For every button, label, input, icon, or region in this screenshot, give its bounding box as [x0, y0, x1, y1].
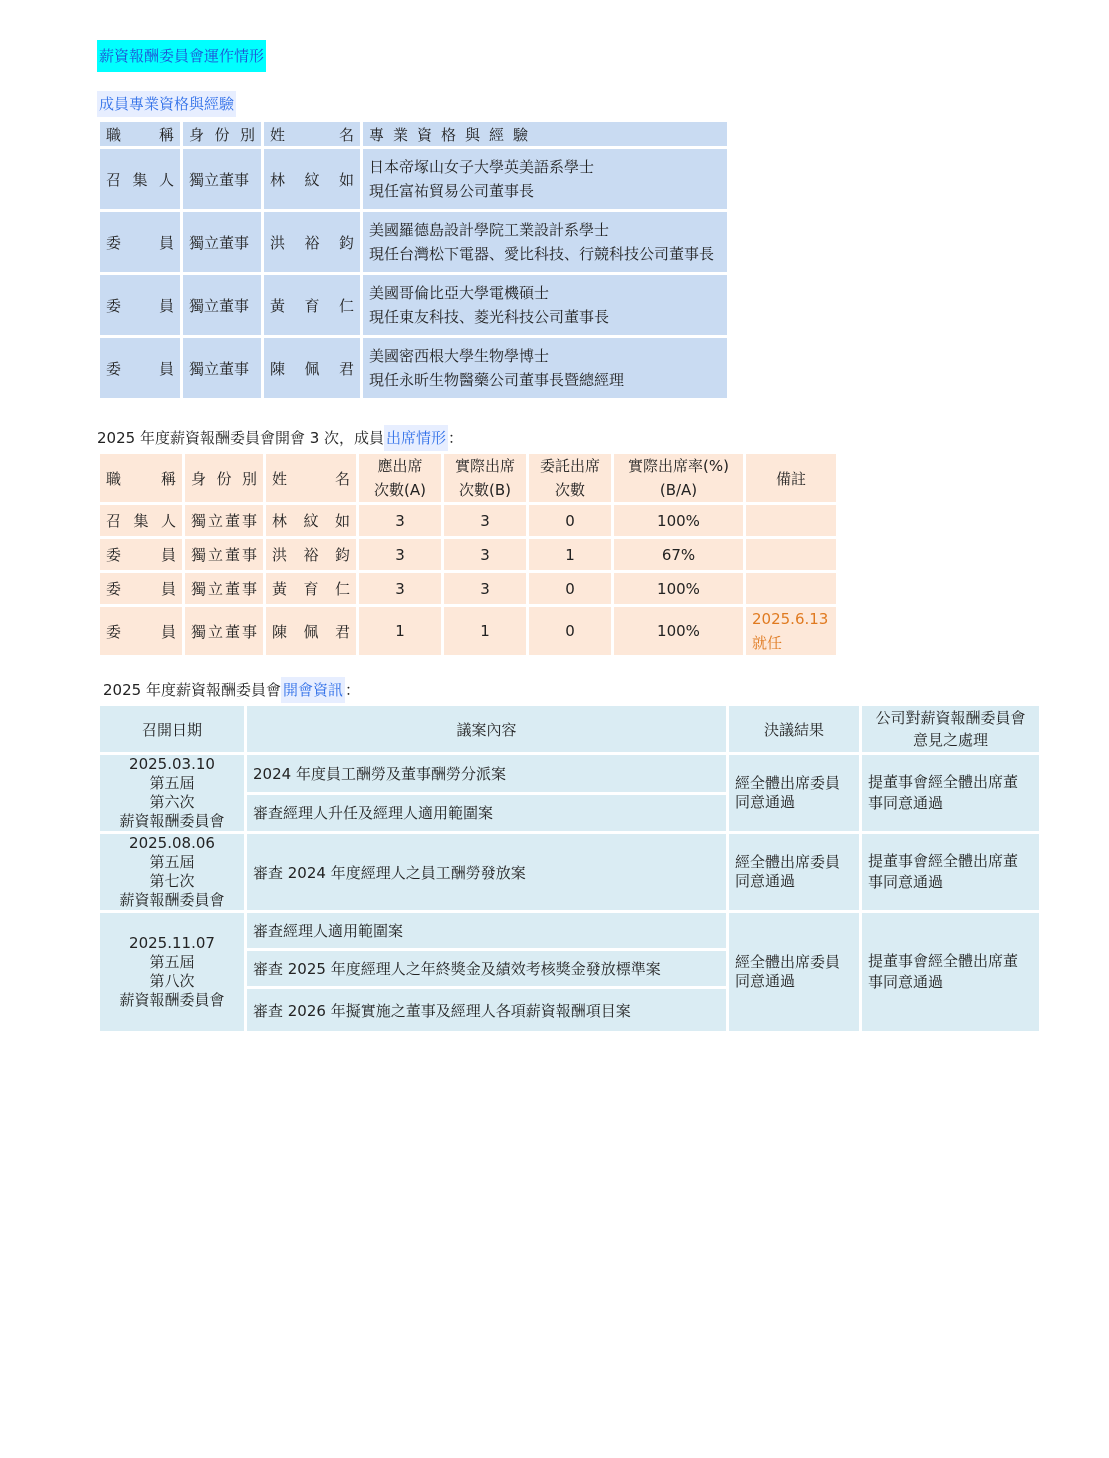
meetings-intro-highlight: 開會資訊: [281, 677, 345, 703]
attendance-required: 3: [359, 539, 441, 570]
attendance-proxy: 0: [529, 607, 611, 655]
header-rate: 實際出席率(%) (B/A): [614, 454, 743, 502]
meeting-row: [100, 834, 1039, 910]
attendance-required: 1: [359, 607, 441, 655]
meeting-result: 經全體出席委員 同意通過: [729, 755, 859, 831]
header-title: 職 稱: [100, 122, 180, 146]
attendance-note: 2025.6.13 就任: [746, 607, 836, 655]
attendance-title: 委 員: [100, 573, 182, 604]
attendance-note: [746, 573, 836, 604]
attendance-intro-text: 2025 年度薪資報酬委員會開會 3 次，成員: [97, 429, 385, 447]
member-title: 召 集 人: [100, 149, 180, 209]
meeting-handling: 提董事會經全體出席董 事同意通過: [862, 834, 1039, 910]
members-row: [100, 149, 727, 209]
meetings-header-row: [100, 706, 1039, 752]
attendance-name: 洪 裕 鈞: [266, 539, 356, 570]
attendance-required: 3: [359, 573, 441, 604]
attendance-title: 召 集 人: [100, 505, 182, 536]
meeting-item: 審查 2024 年度經理人之員工酬勞發放案: [247, 834, 726, 910]
attendance-note: [746, 539, 836, 570]
attendance-actual: 3: [444, 573, 526, 604]
header-proxy: 委託出席 次數: [529, 454, 611, 502]
member-name: 林 紋 如: [264, 149, 360, 209]
meeting-date-cell: 2025.08.06 第五屆 第七次 薪資報酬委員會: [100, 834, 244, 910]
members-row: [100, 275, 727, 335]
meeting-result: 經全體出席委員 同意通過: [729, 834, 859, 910]
header-title: 職 稱: [100, 454, 182, 502]
members-row: [100, 212, 727, 272]
member-name: 黃 育 仁: [264, 275, 360, 335]
meeting-date-cell: 2025.03.10 第五屆 第六次 薪資報酬委員會: [100, 755, 244, 831]
attendance-title: 委 員: [100, 539, 182, 570]
attendance-intro: [97, 427, 463, 448]
attendance-proxy: 0: [529, 505, 611, 536]
meetings-intro: [103, 679, 360, 700]
meetings-table: [97, 703, 1042, 1034]
attendance-rate: 100%: [614, 505, 743, 536]
member-name: 陳 佩 君: [264, 338, 360, 398]
attendance-rate: 100%: [614, 573, 743, 604]
attendance-note: [746, 505, 836, 536]
attendance-name: 陳 佩 君: [266, 607, 356, 655]
members-header-row: [100, 122, 727, 146]
header-handling: 公司對薪資報酬委員會 意見之處理: [862, 706, 1039, 752]
member-identity: 獨立董事: [183, 338, 261, 398]
member-title: 委 員: [100, 212, 180, 272]
member-experience: 日本帝塚山女子大學英美語系學士 現任富祐貿易公司董事長: [363, 149, 727, 209]
header-required: 應出席 次數(A): [359, 454, 441, 502]
attendance-actual: 3: [444, 505, 526, 536]
meeting-item: 2024 年度員工酬勞及董事酬勞分派案: [247, 755, 726, 792]
member-title: 委 員: [100, 338, 180, 398]
header-actual: 實際出席 次數(B): [444, 454, 526, 502]
header-date: 召開日期: [100, 706, 244, 752]
member-experience: 美國哥倫比亞大學電機碩士 現任東友科技、菱光科技公司董事長: [363, 275, 727, 335]
header-note: 備註: [746, 454, 836, 502]
header-result: 決議結果: [729, 706, 859, 752]
attendance-row: [100, 505, 836, 536]
attendance-actual: 3: [444, 539, 526, 570]
meeting-handling: 提董事會經全體出席董 事同意通過: [862, 913, 1039, 1031]
page-title: 薪資報酬委員會運作情形: [97, 40, 266, 72]
attendance-row: [100, 573, 836, 604]
attendance-row: [100, 607, 836, 655]
members-row: [100, 338, 727, 398]
meeting-item: 審查經理人適用範圍案: [247, 913, 726, 948]
header-identity: 身 份 別: [183, 122, 261, 146]
header-identity: 身 份 別: [185, 454, 263, 502]
member-experience: 美國密西根大學生物學博士 現任永昕生物醫藥公司董事長暨總經理: [363, 338, 727, 398]
meeting-item: 審查 2026 年擬實施之董事及經理人各項薪資報酬項目案: [247, 989, 726, 1031]
member-experience: 美國羅德島設計學院工業設計系學士 現任台灣松下電器、愛比科技、行競科技公司董事長: [363, 212, 727, 272]
header-name: 姓 名: [266, 454, 356, 502]
member-identity: 獨立董事: [183, 212, 261, 272]
attendance-row: [100, 539, 836, 570]
members-table: [97, 119, 730, 401]
attendance-identity: 獨 立 董 事: [185, 505, 263, 536]
member-name: 洪 裕 鈞: [264, 212, 360, 272]
attendance-required: 3: [359, 505, 441, 536]
meetings-intro-colon: ：: [344, 681, 360, 699]
attendance-name: 林 紋 如: [266, 505, 356, 536]
meeting-date-cell: 2025.11.07 第五屆 第八次 薪資報酬委員會: [100, 913, 244, 1031]
members-heading: 成員專業資格與經驗: [97, 91, 236, 117]
member-title: 委 員: [100, 275, 180, 335]
attendance-header-row: [100, 454, 836, 502]
attendance-table: [97, 451, 839, 658]
attendance-rate: 100%: [614, 607, 743, 655]
members-heading-wrap: [97, 93, 236, 114]
attendance-identity: 獨 立 董 事: [185, 539, 263, 570]
attendance-rate: 67%: [614, 539, 743, 570]
attendance-intro-highlight: 出席情形: [384, 425, 448, 451]
meeting-row: [100, 913, 1039, 948]
header-name: 姓 名: [264, 122, 360, 146]
member-identity: 獨立董事: [183, 275, 261, 335]
attendance-intro-colon: ：: [448, 429, 464, 447]
header-experience: 專業資格與經驗: [363, 122, 727, 146]
attendance-actual: 1: [444, 607, 526, 655]
page-title-wrap: [97, 45, 266, 66]
meeting-result: 經全體出席委員 同意通過: [729, 913, 859, 1031]
attendance-proxy: 1: [529, 539, 611, 570]
meeting-item: 審查 2025 年度經理人之年終獎金及績效考核獎金發放標準案: [247, 951, 726, 986]
member-identity: 獨立董事: [183, 149, 261, 209]
attendance-name: 黃 育 仁: [266, 573, 356, 604]
meetings-intro-text: 2025 年度薪資報酬委員會: [103, 681, 281, 699]
attendance-title: 委 員: [100, 607, 182, 655]
attendance-proxy: 0: [529, 573, 611, 604]
header-content: 議案內容: [247, 706, 726, 752]
meeting-row: [100, 755, 1039, 792]
meeting-item: 審查經理人升任及經理人適用範圍案: [247, 795, 726, 832]
meeting-handling: 提董事會經全體出席董 事同意通過: [862, 755, 1039, 831]
attendance-identity: 獨 立 董 事: [185, 573, 263, 604]
attendance-identity: 獨 立 董 事: [185, 607, 263, 655]
